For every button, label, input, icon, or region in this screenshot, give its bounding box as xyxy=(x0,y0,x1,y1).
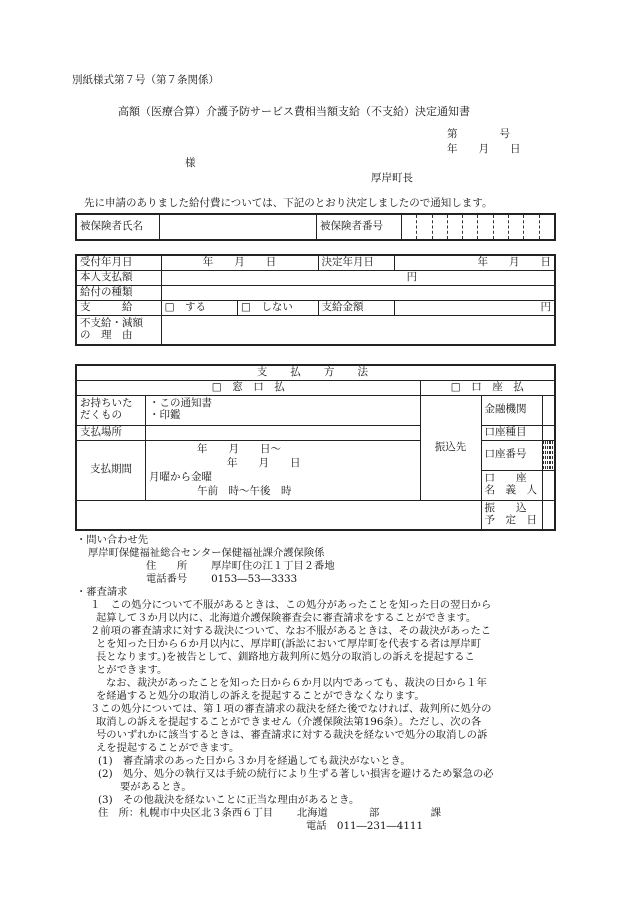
p1-line-2: 起算して３か月以内に、北海道介護保険審査会に審査請求をすることができます。 xyxy=(96,612,477,624)
payment-yes-checkbox[interactable]: □ する xyxy=(161,300,237,315)
holder-label-line-2: 名 義 人 xyxy=(484,484,537,496)
scheduled-label-line-1: 振 込 xyxy=(484,502,527,515)
address-label: 住 所 xyxy=(146,560,188,572)
window-payment-option[interactable]: □ 窓 口 払 xyxy=(76,380,420,395)
reason-field[interactable] xyxy=(161,315,555,345)
account-holder-field[interactable] xyxy=(542,470,555,500)
decision-date-field[interactable]: 年 月 日 xyxy=(394,255,555,270)
receipt-date-label: 受付年月日 xyxy=(76,255,161,270)
p1-line-1: １ この処分について不服があるときは、この処分があったことを知った日の翌日から xyxy=(90,599,492,611)
notice-number: 第 号 xyxy=(447,128,510,140)
payment-method-table xyxy=(75,364,556,531)
p2-line-2: とを知った日から６か月以内に、厚岸町(訴訟において厚岸町を代表する者は厚岸町 xyxy=(96,638,481,650)
reason-label-line-1: 不支給・減額 xyxy=(80,317,143,330)
reason-label-line-2: の 理 由 xyxy=(80,328,133,341)
pay-place-field[interactable] xyxy=(146,425,421,440)
benefit-type-label: 給付の種類 xyxy=(76,285,161,300)
payment-amount-label: 支給金額 xyxy=(318,300,394,315)
account-type-label: 口座種目 xyxy=(481,425,542,440)
benefit-type-field[interactable] xyxy=(161,285,555,300)
account-type-field[interactable] xyxy=(542,425,555,440)
authority-phone: 電話 011―231―4111 xyxy=(306,820,423,832)
bring-item-1: ・この通知書 xyxy=(149,397,212,410)
decision-date-label: 決定年月日 xyxy=(318,255,394,270)
insured-number-field[interactable] xyxy=(402,214,556,240)
account-holder-label xyxy=(481,470,542,500)
scheduled-date-label xyxy=(481,500,542,530)
p2-line-6: を経過すると処分の取消しの訴えを提起することができなくなります。 xyxy=(96,690,425,702)
page-title: 高額（医療合算）介護予防サービス費相当額支給（不支給）決定通知書 xyxy=(118,105,470,118)
item-1: (1) 審査請求のあった日から３か月を経過しても裁決がないとき。 xyxy=(98,755,411,767)
p3-line-2: 取消しの訴えを提起することができません（介護保険法第196条）。ただし、次の各 xyxy=(96,716,482,728)
transfer-label: 振込先 xyxy=(420,395,481,500)
receipt-date-field[interactable]: 年 月 日 xyxy=(161,255,318,270)
p2-line-3: 長となります。)を被告として、釧路地方裁判所に処分の取消しの訴えを提起するこ xyxy=(96,651,475,663)
office-name: 厚岸町保健福祉総合センター保健福祉課介護保険係 xyxy=(88,547,325,559)
notice-date: 年 月 日 xyxy=(447,143,521,155)
intro-text: 先に申請のありました給付費については、下記のとおり決定しましたので通知します。 xyxy=(84,197,493,209)
period-line-2: 年 月 日 xyxy=(227,457,301,469)
item-2-line-2: 要があるとき。 xyxy=(120,781,192,793)
bring-items-label xyxy=(76,395,146,425)
reason-label xyxy=(76,315,161,345)
phone-value: 0153―53―3333 xyxy=(211,573,298,585)
bank-label: 金融機関 xyxy=(481,395,542,425)
account-number-label: 口座番号 xyxy=(481,440,542,470)
period-line-1: 年 月 日～ xyxy=(197,443,281,455)
account-number-field[interactable] xyxy=(542,440,555,470)
addressee: 様 xyxy=(185,157,196,169)
bank-field[interactable] xyxy=(542,395,555,425)
address-value: 厚岸町住の江１丁目２番地 xyxy=(211,560,335,572)
insured-name-label: 被保険者氏名 xyxy=(76,214,160,240)
bring-item-2: ・印鑑 xyxy=(149,409,181,421)
self-pay-field[interactable]: 円 xyxy=(161,270,555,285)
appeal-heading: ・審査請求 xyxy=(76,586,128,598)
p3-line-1: ３この処分については、第１項の審査請求の裁決を経た後でなければ、裁判所に処分の xyxy=(90,703,492,715)
insured-number-label: 被保険者番号 xyxy=(317,214,402,240)
p3-line-4: えを提起することができます。 xyxy=(96,742,240,754)
self-pay-label: 本人支払額 xyxy=(76,270,161,285)
holder-label-line-1: 口 座 xyxy=(484,472,527,485)
authority-address: 住 所：札幌市中央区北３条西６丁目 xyxy=(98,807,274,819)
payment-no-checkbox[interactable]: □ しない xyxy=(238,300,319,315)
period-continuation xyxy=(76,500,481,530)
bring-items xyxy=(146,395,421,425)
p2-line-5: なお、裁決があったことを知った日から６か月以内であっても、裁決の日から１年 xyxy=(106,677,487,689)
insured-name-field[interactable] xyxy=(160,214,317,240)
form-label: 別紙様式第７号（第７条関係） xyxy=(72,74,219,86)
contact-heading: ・問い合わせ先 xyxy=(76,534,149,546)
p2-line-1: ２前項の審査請求に対する裁決について、なお不服があるときは、その裁決があったこ xyxy=(90,625,492,637)
notes-section xyxy=(76,534,556,833)
payment-amount-field[interactable]: 円 xyxy=(394,300,555,315)
scheduled-label-line-2: 予 定 日 xyxy=(484,513,537,526)
insured-table xyxy=(75,213,556,241)
period-line-4: 午前 時～午後 時 xyxy=(197,485,292,497)
payment-label: 支 給 xyxy=(76,300,161,315)
authority-name: 北海道 部 課 xyxy=(296,807,442,819)
phone-label: 電話番号 xyxy=(146,573,188,585)
item-3: (3) その他裁決を経ないことに正当な理由があるとき。 xyxy=(98,794,360,806)
period-line-3: 月曜から金曜 xyxy=(149,471,212,483)
p3-line-3: 号のいずれかに該当するときは、審査請求に対する裁決を経ないで処分の取消しの訴 xyxy=(96,729,488,741)
payment-method-header: 支 払 方 法 xyxy=(76,365,555,380)
account-payment-option[interactable]: □ 口 座 払 xyxy=(420,380,555,395)
pay-period-label: 支払期間 xyxy=(76,440,146,500)
issuer: 厚岸町長 xyxy=(371,172,413,184)
pay-period-field[interactable] xyxy=(146,440,421,500)
bring-label-line-1: お持ちいた xyxy=(80,397,133,410)
p2-line-4: とができます。 xyxy=(96,664,168,676)
pay-place-label: 支払場所 xyxy=(76,425,146,440)
bring-label-line-2: だくもの xyxy=(80,409,122,421)
decision-table xyxy=(75,254,556,346)
scheduled-date-field[interactable] xyxy=(542,500,555,530)
item-2-line-1: (2) 処分、処分の執行又は手続の続行により生ずる著しい損害を避けるため緊急の必 xyxy=(98,768,494,780)
